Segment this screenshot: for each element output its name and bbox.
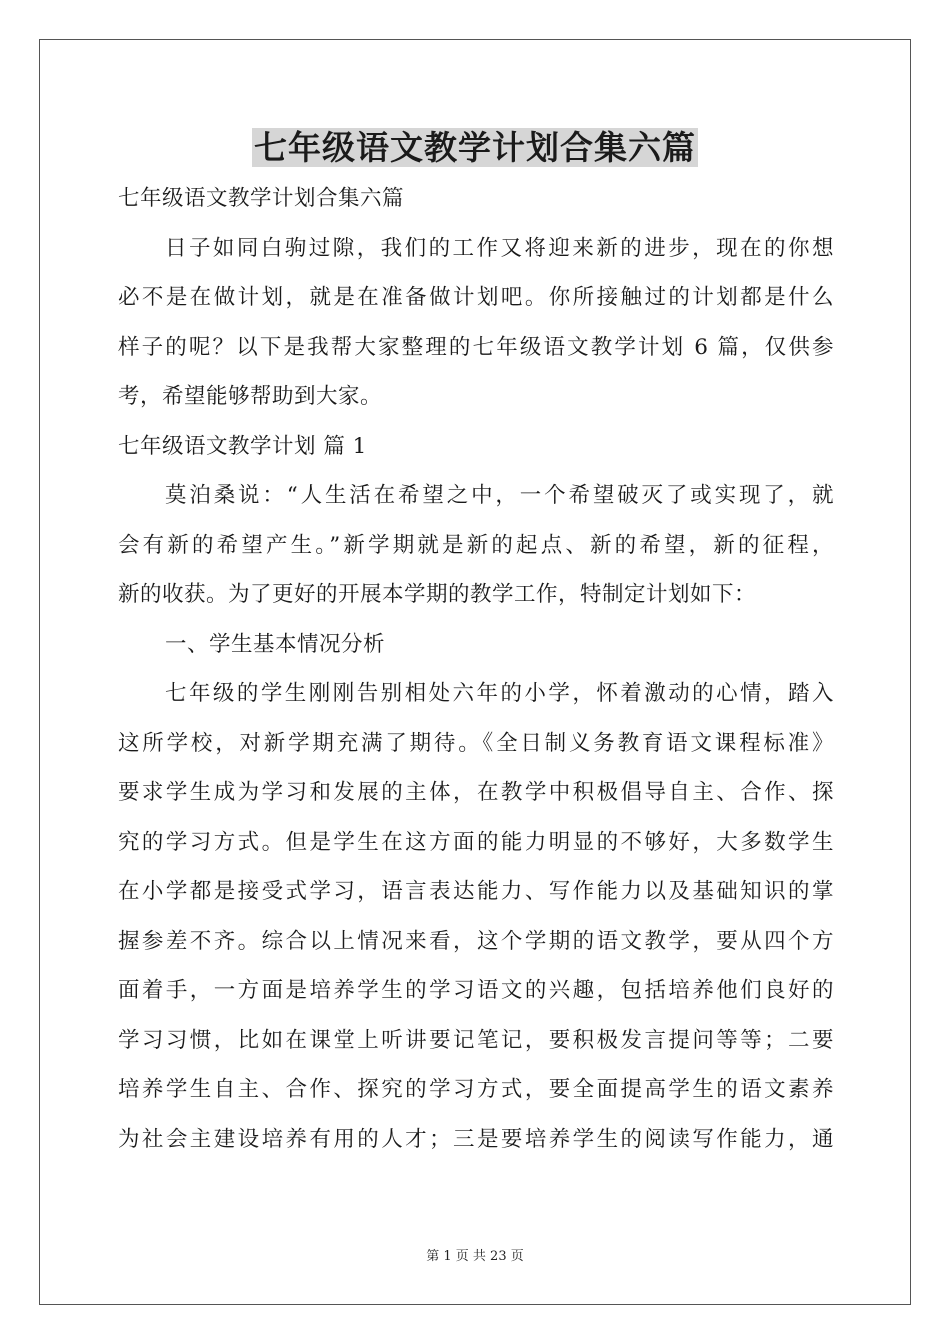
text-line: 究的学习方式。但是学生在这方面的能力明显的不够好，大多数学生 — [118, 829, 834, 855]
text-line: 培养学生自主、合作、探究的学习方式，要全面提高学生的语文素养 — [118, 1077, 834, 1102]
text-line: 新的收获。为了更好的开展本学期的教学工作，特制定计划如下： — [118, 582, 757, 607]
text-line: 这所学校，对新学期充满了期待。《全日制义务教育语文课程标准》 — [118, 730, 834, 756]
document-title-text: 七年级语文教学计划合集六篇 — [254, 128, 696, 167]
text-line: 为社会主建设培养有用的人才；三是要培养学生的阅读写作能力，通 — [118, 1126, 834, 1152]
document-title — [0, 126, 950, 170]
text-line: 必不是在做计划，就是在准备做计划吧。你所接触过的计划都是什么 — [118, 285, 834, 310]
text-line: 学习习惯，比如在课堂上听讲要记笔记，要积极发言提问等等；二要 — [118, 1027, 834, 1053]
text-line: 一、学生基本情况分析 — [165, 631, 386, 657]
text-line: 七年级的学生刚刚告别相处六年的小学，怀着激动的心情，踏入 — [165, 681, 834, 706]
text-line: 样子的呢？以下是我帮大家整理的七年级语文教学计划 6 篇，仅供参 — [118, 334, 834, 360]
text-line: 莫泊桑说：“人生活在希望之中，一个希望破灭了或实现了，就 — [165, 483, 834, 508]
text-line: 握参差不齐。综合以上情况来看，这个学期的语文教学，要从四个方 — [118, 928, 834, 954]
text-line: 会有新的希望产生。”新学期就是新的起点、新的希望，新的征程， — [118, 532, 834, 558]
text-line: 要求学生成为学习和发展的主体，在教学中积极倡导自主、合作、探 — [118, 780, 834, 805]
text-line: 考，希望能够帮助到大家。 — [118, 384, 383, 409]
text-line: 七年级语文教学计划合集六篇 — [118, 186, 405, 211]
text-line: 面着手，一方面是培养学生的学习语文的兴趣，包括培养他们良好的 — [118, 978, 834, 1003]
page-footer: 第 1 页 共 23 页 — [426, 1249, 524, 1264]
text-line: 在小学都是接受式学习，语言表达能力、写作能力以及基础知识的掌 — [118, 879, 834, 904]
text-line: 七年级语文教学计划 篇 1 — [118, 433, 367, 459]
text-line: 日子如同白驹过隙，我们的工作又将迎来新的进步，现在的你想 — [165, 235, 834, 261]
document-body — [118, 174, 834, 1164]
